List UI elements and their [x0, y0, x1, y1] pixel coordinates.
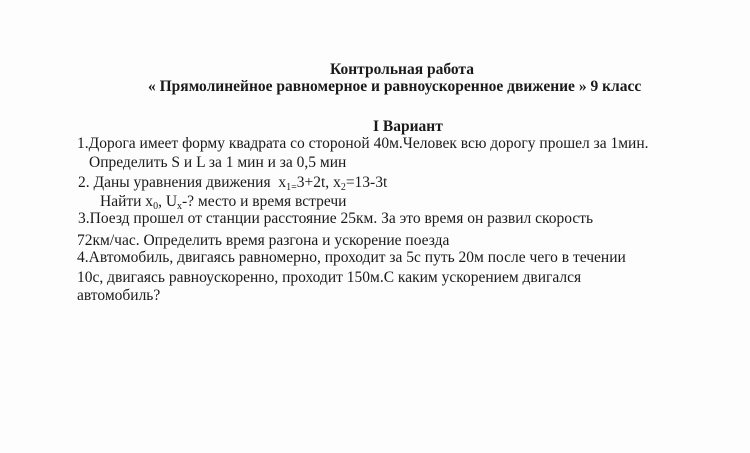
problem-4-line-2: 10с, двигаясь равноускоренно, проходит 150м.С каким ускорением двигался — [77, 269, 582, 286]
find-x-sub: 0 — [153, 201, 159, 212]
problem-2-text: 2. Даны уравнения движения — [78, 174, 271, 191]
equation-x1-sub: 1= — [286, 182, 297, 193]
document-subtitle: « Прямолинейное равномерное и равноускоренное движение » 9 класс — [148, 78, 642, 95]
problem-1-line-1: 1.Дорога имеет форму квадрата со стороной 40м.Человек всю дорогу прошел за 1мин. — [77, 135, 649, 152]
find-prefix: Найти x — [100, 193, 154, 210]
equation-x2-sub: 2 — [340, 182, 346, 193]
problem-3-line-2: 72км/час. Определить время разгона и ускорение поезда — [77, 232, 450, 249]
variant-heading: I Вариант — [373, 118, 443, 135]
problem-1-line-2: Определить S и L за 1 мин и за 0,5 мин — [89, 154, 347, 171]
find-mid: , U — [158, 193, 178, 210]
find-suffix: -? место и время встречи — [182, 193, 347, 210]
find-u-sub: x — [177, 201, 183, 212]
problem-4-line-1: 4.Автомобиль, двигаясь равномерно, проходит за 5с путь 20м после чего в течении — [77, 249, 626, 266]
document-title: Контрольная работа — [330, 61, 474, 78]
problem-3-line-1: 3.Поезд прошел от станции расстояние 25км. За это время он развил скорость — [78, 210, 594, 227]
equation-x2-var: x — [333, 174, 341, 191]
equation-x2-rhs: =13-3t — [345, 174, 388, 191]
problem-4-line-3: автомобиль? — [77, 287, 161, 304]
equation-x1-var: x — [278, 174, 287, 191]
equation-x1-rhs: 3+2t, — [296, 174, 330, 191]
